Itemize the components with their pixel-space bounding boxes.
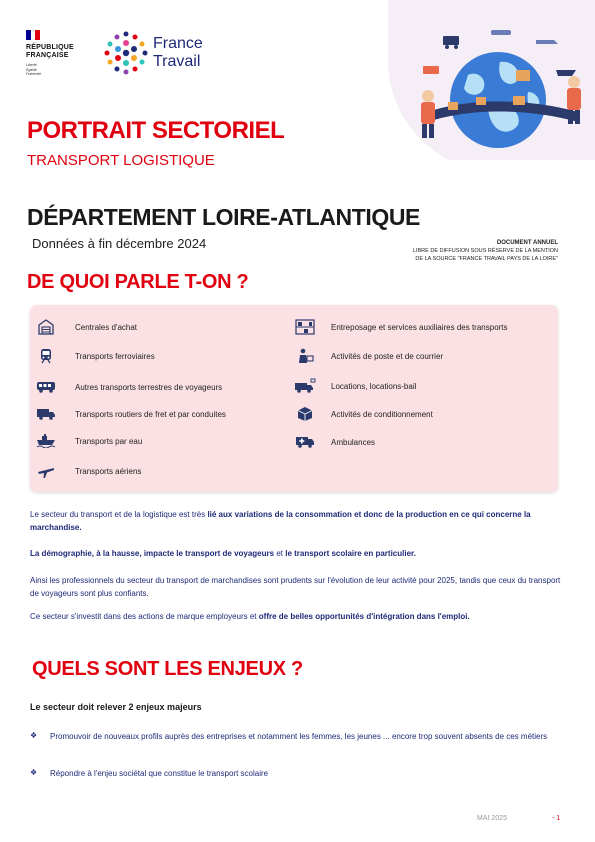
diamond-bullet-icon: ❖	[30, 731, 38, 740]
para-2-text: et	[274, 549, 286, 558]
france-travail-logo	[103, 30, 203, 76]
activity-label: Activités de conditionnement	[331, 409, 433, 419]
activity-item	[35, 345, 155, 367]
truck-icon	[35, 403, 57, 425]
rental-truck-icon	[294, 375, 316, 397]
logistics-globe-illustration	[388, 0, 595, 160]
paragraph-employment	[30, 610, 565, 623]
activity-label: Entreposage et services auxiliaires des transports	[331, 322, 508, 332]
para-4-bold: offre de belles opportunités d'intégration dans l'emploi.	[258, 612, 470, 621]
activity-label: Ambulances	[331, 437, 376, 447]
page-subtitle: TRANSPORT LOGISTIQUE	[27, 152, 215, 169]
rf-motto-3: Fraternité	[26, 72, 41, 76]
warehouse-icon	[35, 316, 57, 338]
para-4-text: Ce secteur s'investit dans des actions de marque employeurs et	[30, 612, 259, 621]
activity-label: Centrales d'achat	[75, 322, 138, 332]
department-heading: DÉPARTEMENT LOIRE-ATLANTIQUE	[27, 204, 420, 230]
ambulance-icon	[294, 431, 316, 453]
republique-francaise-logo	[26, 30, 96, 77]
activity-label: Transports par eau	[75, 436, 143, 446]
page-title: PORTRAIT SECTORIEL	[27, 117, 285, 144]
paragraph-outlook	[30, 574, 565, 600]
document-type: DOCUMENT ANNUEL	[496, 240, 558, 246]
rf-motto-2: Égalité	[26, 67, 37, 72]
activity-label: Transports ferroviaires	[75, 351, 155, 361]
airplane-icon	[35, 460, 57, 482]
page-number: - 1	[552, 815, 561, 822]
activity-item	[35, 376, 222, 398]
activity-item	[35, 430, 142, 452]
ft-line-2: Travail	[153, 53, 201, 70]
courier-icon	[294, 345, 316, 367]
challenge-text: Promouvoir de nouveaux profils auprès des entreprises et notamment les femmes, les jeunes ... encore trop souvent absents de ces métiers	[50, 732, 548, 741]
license-line-2: DE LA SOURCE "FRANCE TRAVAIL PAYS DE LA LOIRE"	[415, 256, 558, 262]
activity-item	[294, 345, 443, 367]
rf-line-2: FRANÇAISE	[26, 52, 69, 59]
activity-item	[294, 316, 508, 338]
train-icon	[35, 345, 57, 367]
rf-motto-1: Liberté	[26, 63, 37, 67]
ft-line-1: France	[153, 35, 203, 52]
activity-item	[294, 403, 433, 425]
ship-icon	[35, 430, 57, 452]
french-flag-icon	[26, 30, 40, 40]
license-line-1: LIBRE DE DIFFUSION SOUS RÉSERVE DE LA MENTION	[412, 248, 558, 254]
para-2-bold-1: La démographie, à la hausse, impacte le transport de voyageurs	[30, 549, 275, 558]
sector-activities-box	[30, 305, 558, 492]
section-heading-challenges: QUELS SONT LES ENJEUX ?	[32, 658, 303, 680]
bus-icon	[35, 376, 57, 398]
france-travail-dots-icon	[103, 30, 149, 76]
activity-label: Autres transports terrestres de voyageurs	[75, 382, 223, 392]
section-heading-scope: DE QUOI PARLE T-ON ?	[27, 271, 249, 293]
storage-icon	[294, 316, 316, 338]
paragraph-consumption	[30, 508, 565, 534]
activity-label: Transports routiers de fret et par conduites	[75, 409, 226, 419]
activity-label: Locations, locations-bail	[331, 381, 417, 391]
activity-item	[35, 403, 226, 425]
activity-item	[294, 375, 416, 397]
paragraph-demography	[30, 547, 565, 560]
document-meta	[413, 239, 558, 263]
activity-item	[35, 316, 137, 338]
package-icon	[294, 403, 316, 425]
para-3-text: Ainsi les professionnels du secteur du transport de marchandises sont prudents sur l'évolution de leur activité pour 2025, tandis que ceux du transport de voyageurs sont plus confiants.	[30, 576, 561, 598]
activity-item	[35, 460, 141, 482]
activity-label: Transports aériens	[75, 466, 142, 476]
para-2-bold-2: le transport scolaire en particulier.	[285, 549, 416, 558]
rf-line-1: RÉPUBLIQUE	[26, 44, 74, 51]
challenge-bullet	[30, 731, 560, 743]
activity-label: Activités de poste et de courrier	[331, 351, 444, 361]
data-date: Données à fin décembre 2024	[32, 236, 207, 251]
challenge-text: Répondre à l'enjeu sociétal que constitue le transport scolaire	[50, 769, 269, 778]
activity-item	[294, 431, 375, 453]
challenges-intro: Le secteur doit relever 2 enjeux majeurs	[30, 702, 202, 712]
rf-motto	[26, 63, 96, 77]
challenge-bullet	[30, 768, 560, 780]
footer-date: MAI 2025	[477, 815, 507, 822]
france-travail-wordmark	[153, 35, 203, 71]
diamond-bullet-icon: ❖	[30, 768, 38, 777]
para-1-text: Le secteur du transport et de la logistique est très	[30, 510, 208, 519]
para-1-bold: lié aux variations de la consommation et donc de la production en ce qui concerne la marchandise.	[30, 510, 531, 532]
